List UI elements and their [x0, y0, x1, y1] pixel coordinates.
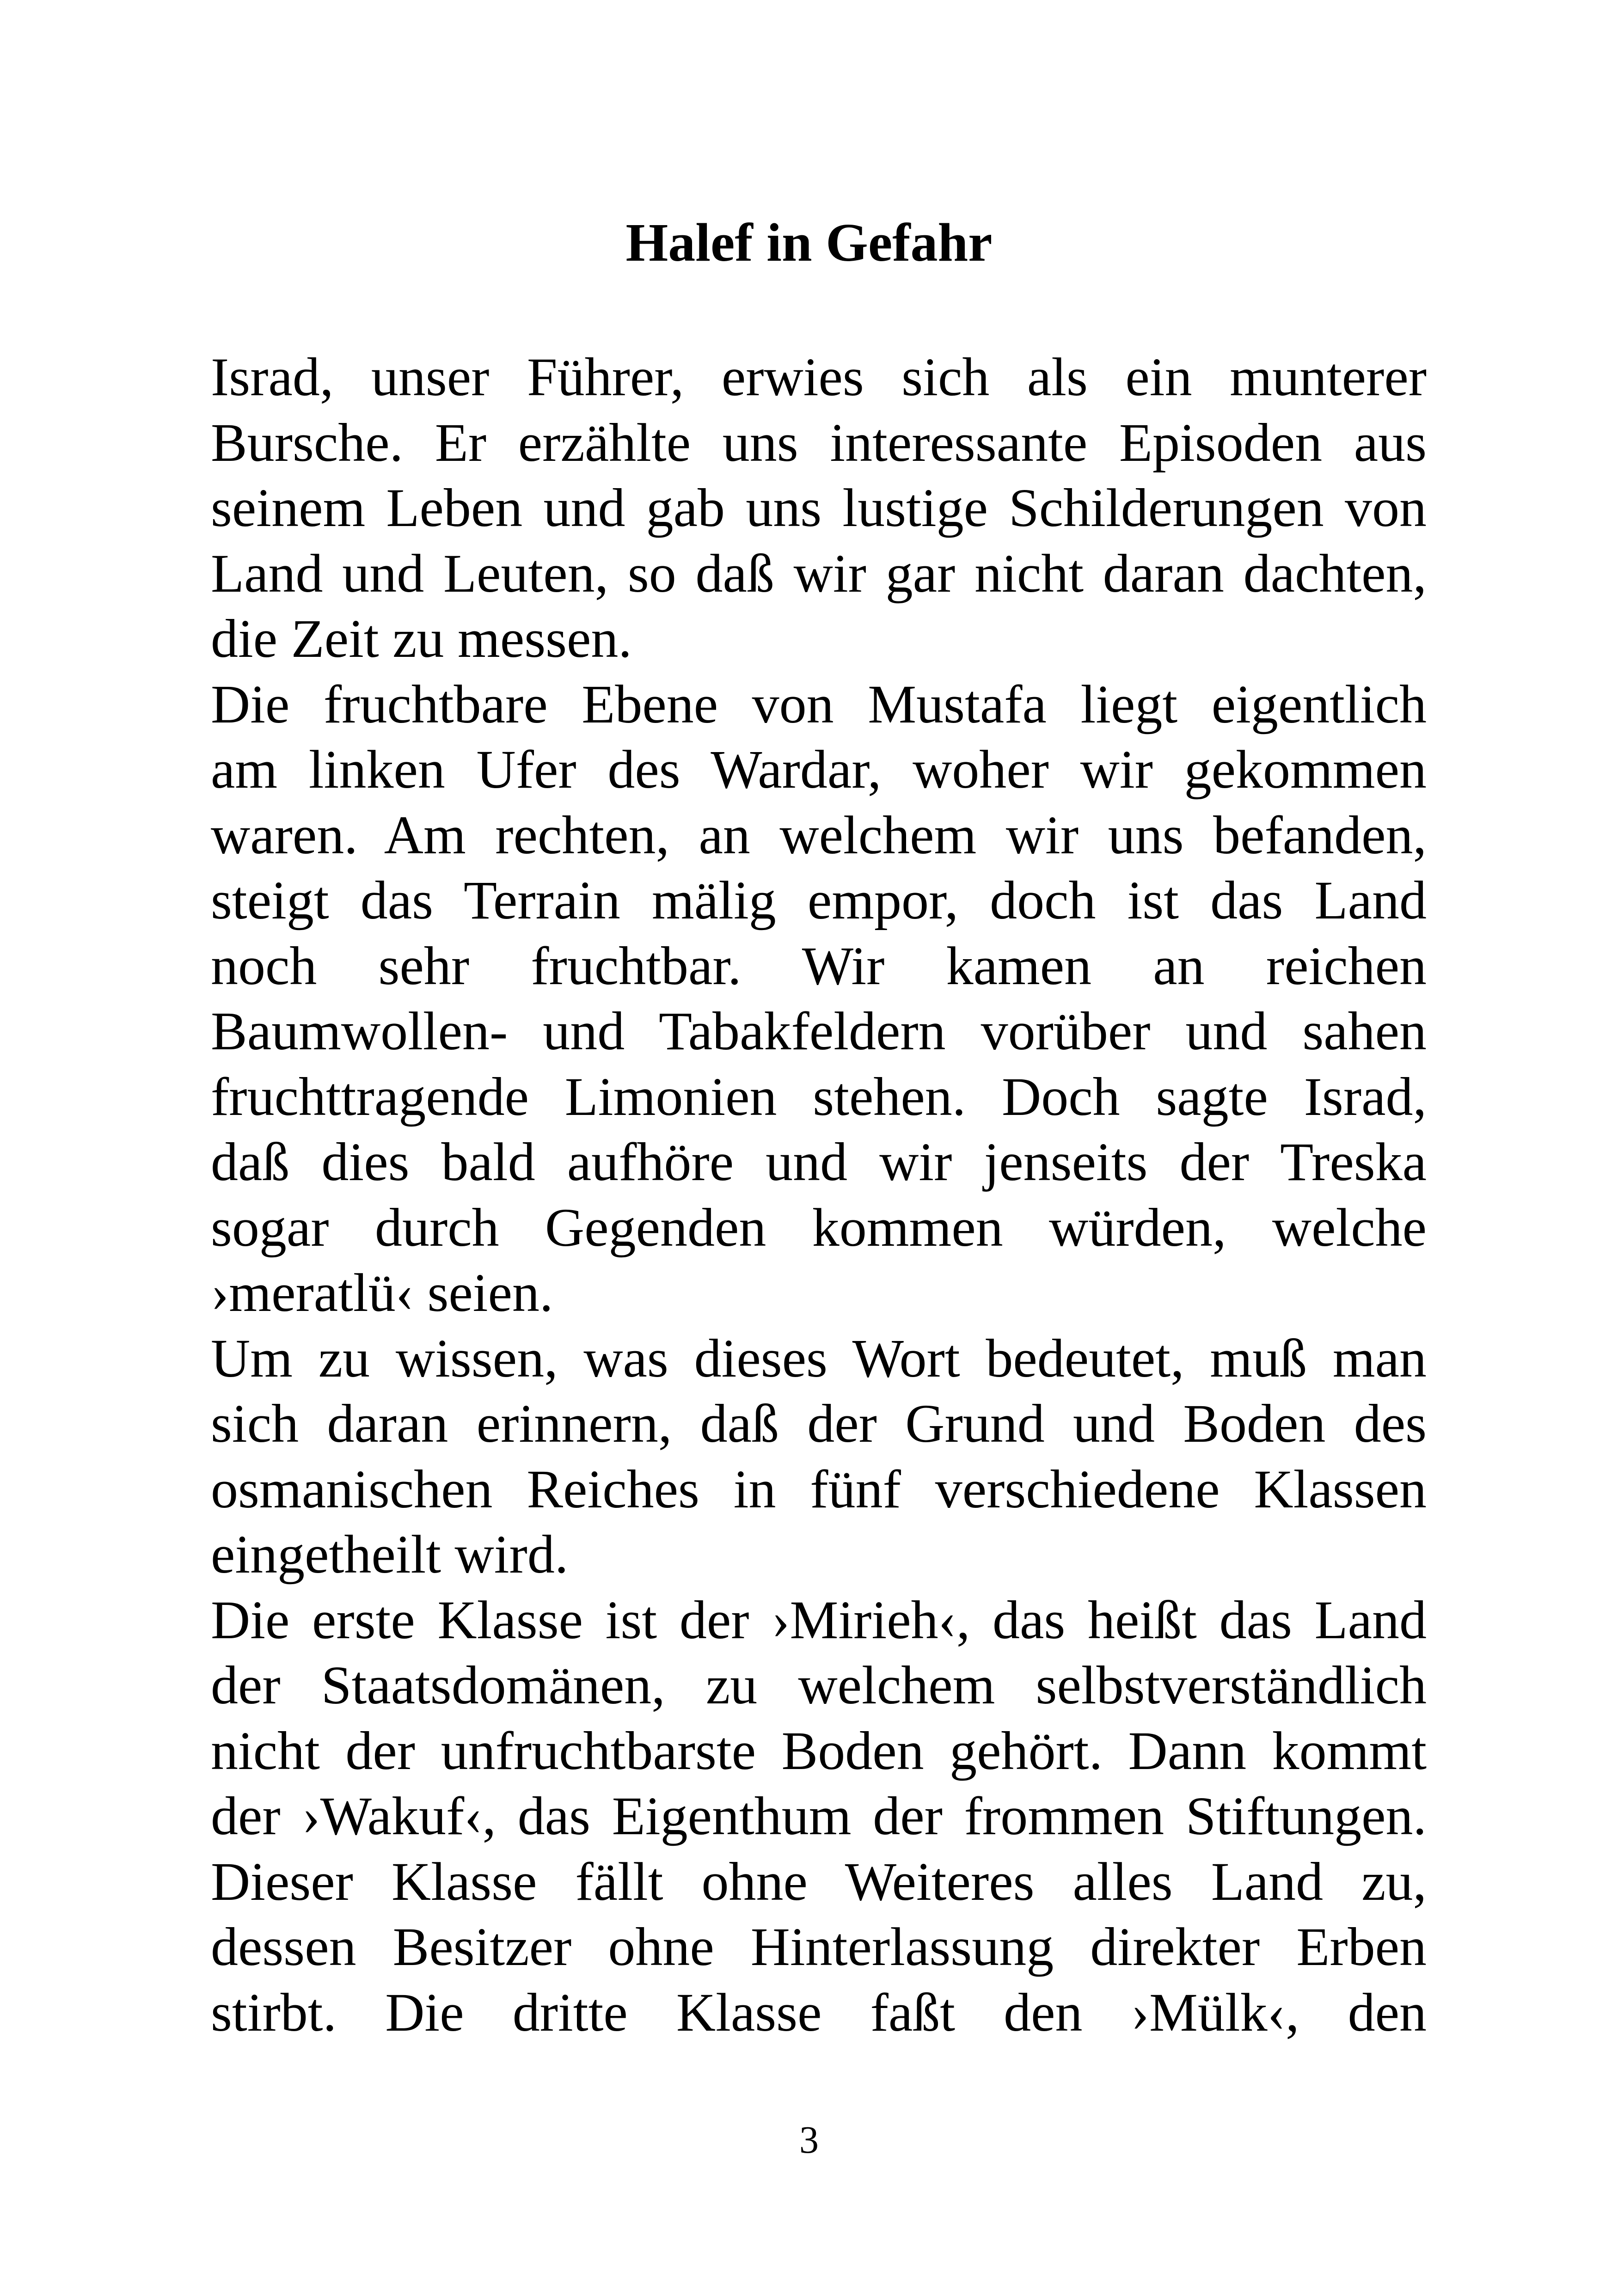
text-line: Israd, unser Führer, erwies sich als ein munterer: [211, 347, 1427, 407]
text-line: daß dies bald aufhöre und wir jenseits der Treska: [211, 1132, 1427, 1192]
text-line: der ›Wakuf‹, das Eigenthum der frommen Stiftungen.: [211, 1786, 1427, 1846]
text-line: seinem Leben und gab uns lustige Schilderungen von: [211, 478, 1427, 538]
text-line: Die erste Klasse ist der ›Mirieh‹, das heißt das Land: [211, 1589, 1427, 1650]
text-line: osmanischen Reiches in fünf verschiedene Klassen: [211, 1458, 1427, 1519]
text-line: die Zeit zu messen.: [211, 608, 632, 669]
text-line: noch sehr fruchtbar. Wir kamen an reichen: [211, 935, 1427, 996]
text-line: dessen Besitzer ohne Hinterlassung direkter Erben: [211, 1916, 1427, 1977]
text-line: sich daran erinnern, daß der Grund und Boden des: [211, 1393, 1427, 1454]
text-line: eingetheilt wird.: [211, 1524, 569, 1585]
text-line: Die fruchtbare Ebene von Mustafa liegt eigentlich: [211, 673, 1427, 735]
text-line: waren. Am rechten, an welchem wir uns befanden,: [211, 804, 1427, 865]
text-line: stirbt. Die dritte Klasse faßt den ›Mülk‹, den: [211, 1982, 1427, 2043]
text-line: steigt das Terrain mälig empor, doch ist das Land: [211, 870, 1427, 931]
text-line: Um zu wissen, was dieses Wort bedeutet, muß man: [211, 1328, 1427, 1389]
body-text: [211, 344, 1427, 2045]
text-line: Bursche. Er erzählte uns interessante Episoden aus: [211, 412, 1427, 473]
text-line: Land und Leuten, so daß wir gar nicht daran dachten,: [211, 543, 1427, 604]
text-line: der Staatsdomänen, zu welchem selbstverständlich: [211, 1655, 1427, 1715]
chapter-title: Halef in Gefahr: [625, 212, 993, 273]
text-line: Dieser Klasse fällt ohne Weiteres alles Land zu,: [211, 1851, 1427, 1912]
text-line: Baumwollen- und Tabakfeldern vorüber und sahen: [211, 1001, 1427, 1061]
text-line: fruchttragende Limonien stehen. Doch sagte Israd,: [211, 1066, 1427, 1127]
text-line: am linken Ufer des Wardar, woher wir gekommen: [211, 739, 1427, 800]
page-number: 3: [799, 2118, 819, 2161]
text-line: sogar durch Gegenden kommen würden, welche: [211, 1197, 1427, 1258]
text-line: ›meratlü‹ seien.: [211, 1262, 553, 1323]
text-line: nicht der unfruchtbarste Boden gehört. Dann kommt: [211, 1720, 1427, 1781]
